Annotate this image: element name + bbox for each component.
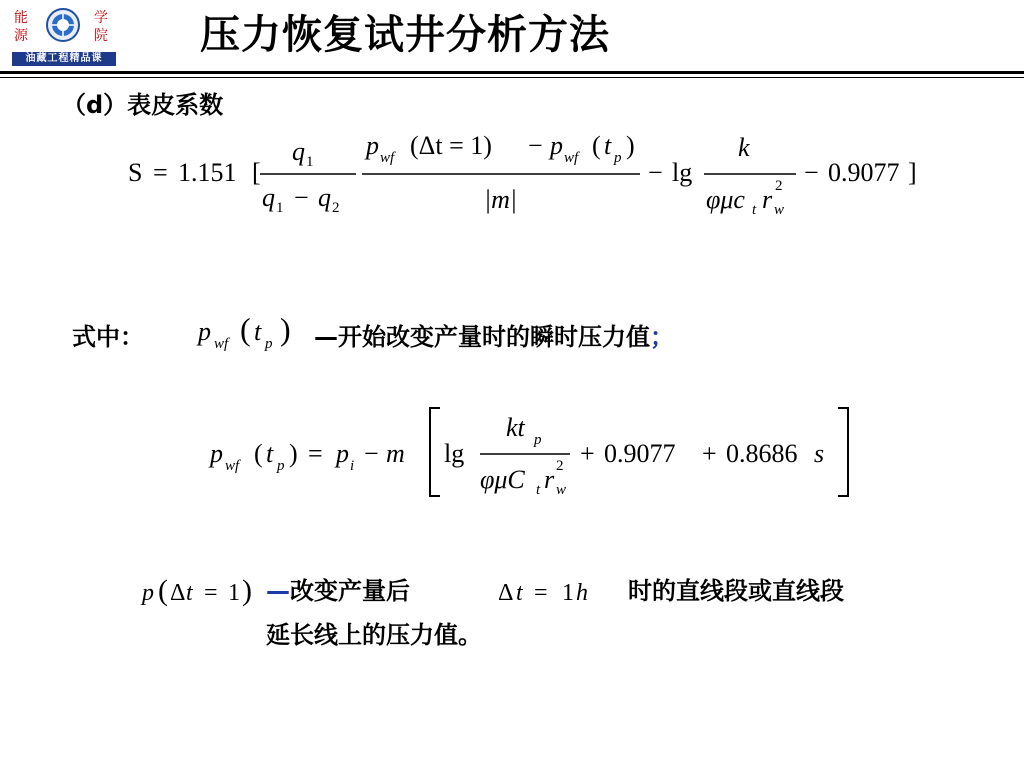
svg-text:t: t xyxy=(186,580,193,606)
logo xyxy=(12,6,116,66)
svg-text:p: p xyxy=(614,150,622,166)
svg-text:=: = xyxy=(204,580,218,606)
svg-text:0.9077: 0.9077 xyxy=(828,158,900,187)
svg-text:t: t xyxy=(254,317,262,346)
svg-text:): ) xyxy=(289,439,298,468)
svg-text:p: p xyxy=(277,458,285,474)
svg-text:]: ] xyxy=(908,158,917,187)
svg-text:r: r xyxy=(544,465,555,494)
bottom-text-3: 延长线上的压力值。 xyxy=(266,621,482,649)
svg-text:p: p xyxy=(142,580,154,606)
formula-lhs: S xyxy=(128,158,143,187)
svg-text:Δ: Δ xyxy=(498,580,514,606)
svg-text:(: ( xyxy=(254,439,263,468)
svg-text:1: 1 xyxy=(562,580,574,606)
svg-text:s: s xyxy=(814,439,825,468)
svg-text:2: 2 xyxy=(775,178,783,194)
svg-text:t: t xyxy=(604,131,612,160)
semicolon: ； xyxy=(650,323,674,351)
svg-text:lg: lg xyxy=(444,439,465,468)
svg-text:Δ: Δ xyxy=(170,580,186,606)
svg-text:p: p xyxy=(336,439,349,468)
svg-text:q: q xyxy=(318,183,331,212)
pressure-formula xyxy=(200,400,860,504)
skin-factor-formula xyxy=(120,118,950,228)
svg-text:p: p xyxy=(550,131,563,160)
bottom-text-2: 时的直线段或直线段 xyxy=(628,577,844,605)
svg-text:(: ( xyxy=(240,311,251,347)
svg-text:m: m xyxy=(386,439,405,468)
svg-text:w: w xyxy=(774,202,785,218)
svg-text:−: − xyxy=(528,131,543,160)
where-label: 式中： xyxy=(72,323,144,351)
svg-text:p: p xyxy=(265,336,273,352)
svg-text:r: r xyxy=(762,185,773,214)
coefficient: 1.151 xyxy=(178,158,237,187)
logo-char: 学 xyxy=(94,10,108,26)
pwf-tp-symbol xyxy=(192,306,304,358)
svg-text:q: q xyxy=(292,137,305,166)
svg-text:|m|: |m| xyxy=(484,185,518,214)
svg-text:h: h xyxy=(576,580,588,606)
title-divider xyxy=(0,71,1024,74)
svg-text:=: = xyxy=(153,158,168,187)
svg-text:(: ( xyxy=(592,131,601,160)
where-description: —开始改变产量时的瞬时压力值； xyxy=(314,323,674,351)
svg-text:0.9077: 0.9077 xyxy=(604,439,676,468)
svg-text:2: 2 xyxy=(332,200,340,216)
svg-text:wf: wf xyxy=(564,150,579,166)
svg-text:+: + xyxy=(580,439,595,468)
svg-text:=: = xyxy=(534,580,548,606)
svg-text:(: ( xyxy=(158,574,168,607)
svg-text:): ) xyxy=(626,131,635,160)
svg-text:t: t xyxy=(266,439,274,468)
svg-text:i: i xyxy=(350,458,355,474)
svg-text:kt: kt xyxy=(506,413,525,442)
svg-text:p: p xyxy=(210,439,223,468)
svg-text:wf: wf xyxy=(225,458,240,474)
logo-char: 能 xyxy=(14,10,28,26)
logo-banner: 油藏工程精品课 xyxy=(12,52,116,66)
svg-text:t: t xyxy=(516,580,523,606)
svg-text:p: p xyxy=(198,317,211,346)
logo-char: 院 xyxy=(94,28,108,44)
svg-text:−: − xyxy=(804,158,819,187)
svg-text:1: 1 xyxy=(306,154,314,170)
logo-char: 源 xyxy=(14,28,28,44)
svg-text:p: p xyxy=(366,131,379,160)
svg-text:(Δt = 1): (Δt = 1) xyxy=(410,131,492,160)
svg-text:k: k xyxy=(738,133,750,162)
svg-text:wf: wf xyxy=(214,336,229,352)
svg-text:): ) xyxy=(280,311,291,347)
svg-text:φμC: φμC xyxy=(480,465,525,494)
svg-text:φμc: φμc xyxy=(706,185,745,214)
svg-text:lg: lg xyxy=(672,158,693,187)
svg-text:t: t xyxy=(536,482,541,498)
svg-text:0.8686: 0.8686 xyxy=(726,439,798,468)
svg-text:q: q xyxy=(262,183,275,212)
section-heading: （d）表皮系数 xyxy=(62,91,224,119)
svg-text:=: = xyxy=(308,439,323,468)
svg-text:p: p xyxy=(534,432,542,448)
p-dt1-symbol xyxy=(138,566,262,618)
svg-text:−: − xyxy=(294,183,309,212)
svg-text:w: w xyxy=(556,482,567,498)
page-title: 压力恢复试井分析方法 xyxy=(200,12,610,58)
svg-text:): ) xyxy=(242,574,252,607)
university-emblem-icon xyxy=(46,8,80,42)
svg-text:1: 1 xyxy=(276,200,284,216)
svg-text:−: − xyxy=(364,439,379,468)
dt-1h-symbol xyxy=(494,568,606,616)
svg-text:1: 1 xyxy=(228,580,240,606)
svg-text:+: + xyxy=(702,439,717,468)
bottom-text-1: —改变产量后 xyxy=(266,577,410,605)
svg-text:−: − xyxy=(648,158,663,187)
svg-text:[: [ xyxy=(252,158,261,187)
svg-text:wf: wf xyxy=(380,150,395,166)
svg-text:2: 2 xyxy=(556,458,564,474)
title-divider-thin xyxy=(0,77,1024,78)
svg-text:t: t xyxy=(752,202,757,218)
dash: — xyxy=(266,577,290,605)
